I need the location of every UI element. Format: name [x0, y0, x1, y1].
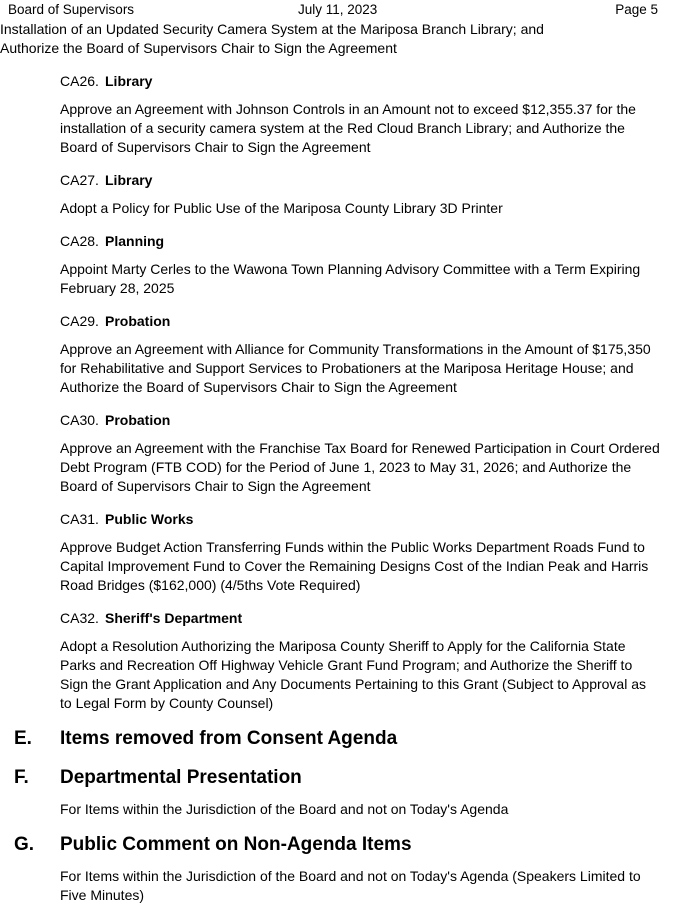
- agenda-content: [0, 20, 680, 905]
- item-heading: [60, 72, 660, 91]
- item-department: Sheriff's Department: [105, 610, 243, 626]
- item-department: Planning: [105, 233, 165, 249]
- item-heading: [60, 232, 660, 251]
- item-department: Library: [105, 73, 153, 89]
- section-letter: F.: [14, 767, 29, 788]
- continued-item-text: Installation of an Updated Security Camera System at the Mariposa Branch Library; and Authorize the Board of Supervisors Chair to Sign the Agreement: [0, 21, 544, 56]
- item-department: Probation: [105, 313, 171, 329]
- item-heading: [60, 609, 660, 628]
- agenda-item: [60, 411, 660, 496]
- item-description: Approve an Agreement with Alliance for Community Transformations in the Amount of $175,350 for Rehabilitative and Support Services to Probationers at the Mariposa Heritage House; and Authorize the Board of Supervisors Chair to Sign the Agreement: [60, 341, 651, 395]
- item-description: Approve an Agreement with the Franchise Tax Board for Renewed Participation in Court Ordered Debt Program (FTB COD) for the Period of June 1, 2023 to May 31, 2026; and Authorize the Board of Supervisors Chair to Sign the Agreement: [60, 440, 660, 494]
- item-heading: [60, 312, 660, 331]
- item-description: Approve an Agreement with Johnson Controls in an Amount not to exceed $12,355.37 for the installation of a security camera system at the Red Cloud Branch Library; and Authorize the Board of Supervisors Chair to Sign the Agreement: [60, 101, 636, 155]
- section-letter: G.: [14, 834, 35, 855]
- header-date: July 11, 2023: [298, 2, 378, 17]
- item-description: Adopt a Policy for Public Use of the Mariposa County Library 3D Printer: [60, 200, 503, 216]
- section-letter: E.: [14, 728, 32, 749]
- item-department: Public Works: [105, 511, 194, 527]
- item-description: Adopt a Resolution Authorizing the Mariposa County Sheriff to Apply for the California State Parks and Recreation Off Highway Vehicle Grant Fund Program; and Authorize the Sheriff to Sign the Grant Application and Any Documents Pertaining to this Grant (Subject to Approval as to Legal Form by County Counsel): [60, 638, 647, 711]
- section-g: [0, 833, 680, 905]
- section-title: Public Comment on Non-Agenda Items: [60, 834, 412, 855]
- section-description: For Items within the Jurisdiction of the Board and not on Today's Agenda: [60, 801, 509, 817]
- section-e: [0, 727, 680, 751]
- item-heading: [60, 171, 660, 190]
- item-description: Appoint Marty Cerles to the Wawona Town Planning Advisory Committee with a Term Expiring February 28, 2025: [60, 261, 641, 296]
- item-number: CA29.: [60, 313, 99, 329]
- agenda-item: [60, 72, 660, 157]
- agenda-item: [60, 171, 660, 218]
- item-heading: [60, 510, 660, 529]
- page-header: [0, 0, 680, 20]
- section-description: For Items within the Jurisdiction of the Board and not on Today's Agenda (Speakers Limited to Five Minutes): [60, 868, 641, 903]
- item-number: CA27.: [60, 172, 99, 188]
- item-number: CA31.: [60, 511, 99, 527]
- agenda-item: [60, 510, 660, 595]
- agenda-item: [60, 312, 660, 397]
- header-board-name: Board of Supervisors: [8, 2, 135, 17]
- item-heading: [60, 411, 660, 430]
- item-number: CA30.: [60, 412, 99, 428]
- item-number: CA28.: [60, 233, 99, 249]
- item-department: Probation: [105, 412, 171, 428]
- header-page-number: Page 5: [615, 2, 658, 17]
- item-description: Approve Budget Action Transferring Funds within the Public Works Department Roads Fund to Capital Improvement Fund to Cover the Remaining Designs Cost of the Indian Peak and Harris Road Bridges ($162,000) (4/5ths Vote Required): [60, 539, 649, 593]
- item-department: Library: [105, 172, 153, 188]
- section-title: Departmental Presentation: [60, 767, 302, 788]
- section-title: Items removed from Consent Agenda: [60, 728, 398, 749]
- agenda-item: [60, 609, 660, 713]
- section-f: [0, 766, 680, 819]
- agenda-item: [60, 232, 660, 298]
- item-number: CA32.: [60, 610, 99, 626]
- item-number: CA26.: [60, 73, 99, 89]
